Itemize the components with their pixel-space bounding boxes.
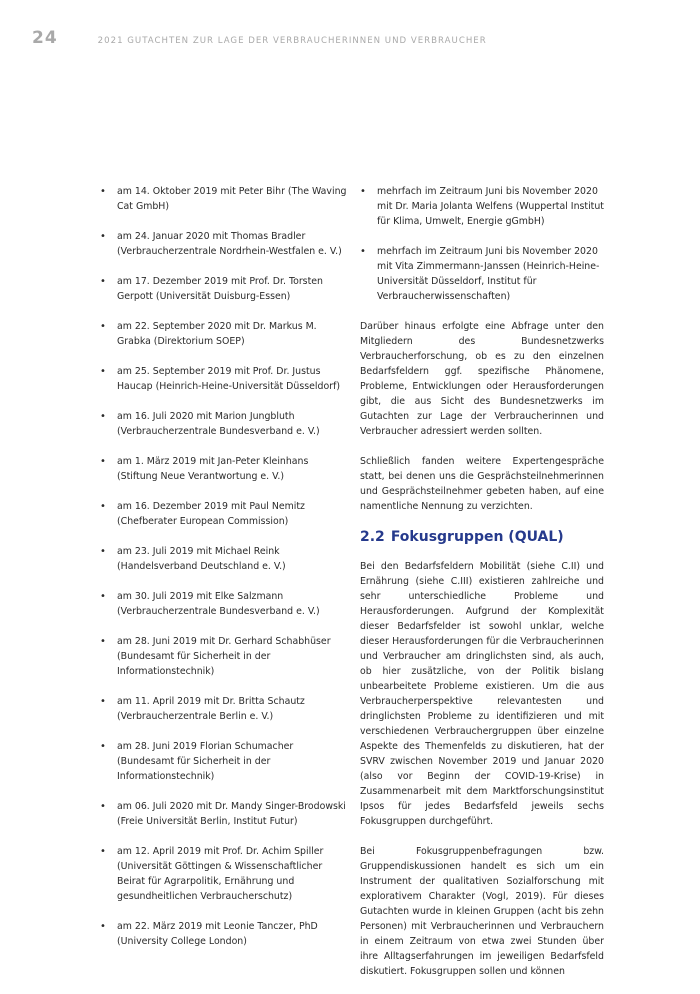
list-item: • am 30. Juli 2019 mit Elke Salzmann (Verbraucherzentrale Bundesverband e. V.) [100, 589, 348, 619]
list-item: • am 23. Juli 2019 mit Michael Reink (Handelsverband Deutschland e. V.) [100, 544, 348, 574]
list-item: • mehrfach im Zeitraum Juni bis November 2020 mit Dr. Maria Jolanta Welfens (Wuppertal Institut für Klima, Umwelt, Energie gGmbH) [360, 184, 604, 229]
right-column [360, 184, 604, 994]
list-item: • am 12. April 2019 mit Prof. Dr. Achim Spiller (Universität Göttingen & Wissenschaftlicher Beirat für Agrarpolitik, Ernährung und gesundheitlichen Verbraucherschutz) [100, 844, 348, 904]
section-heading [360, 529, 604, 545]
list-item: • am 17. Dezember 2019 mit Prof. Dr. Torsten Gerpott (Universität Duisburg-Essen) [100, 274, 348, 304]
body-paragraph: Bei Fokusgruppenbefragungen bzw. Gruppendiskussionen handelt es sich um ein Instrument der qualitativen Sozialforschung mit explorativem Charakter (Vogl, 2019). Für dieses Gutachten wurde in kleinen Gruppen (acht bis zehn Personen) mit Verbraucherinnen und Verbrauchern in einem Zeitraum von etwa zwei Stunden über ihre Alltagserfahrungen im jeweiligen Bedarfsfeld diskutiert. Fokusgruppen sollen und können [360, 846, 604, 977]
page-header [32, 28, 487, 48]
list-item: • am 11. April 2019 mit Dr. Britta Schautz (Verbraucherzentrale Berlin e. V.) [100, 694, 348, 724]
list-item: • am 22. März 2019 mit Leonie Tanczer, PhD (University College London) [100, 919, 348, 949]
section-number: 2.2 [360, 529, 385, 545]
page-number: 24 [32, 28, 58, 48]
list-item: • am 28. Juni 2019 mit Dr. Gerhard Schabhüser (Bundesamt für Sicherheit in der Informationstechnik) [100, 634, 348, 679]
list-item: • am 06. Juli 2020 mit Dr. Mandy Singer-Brodowski (Freie Universität Berlin, Institut Futur) [100, 799, 348, 829]
running-title: 2021 GUTACHTEN ZUR LAGE DER VERBRAUCHERINNEN UND VERBRAUCHER [97, 36, 487, 46]
expert-list-right [360, 184, 604, 304]
list-item: • am 14. Oktober 2019 mit Peter Bihr (The Waving Cat GmbH) [100, 184, 348, 214]
section-title: Fokusgruppen (QUAL) [390, 529, 564, 545]
list-item: • mehrfach im Zeitraum Juni bis November 2020 mit Vita Zimmermann-Janssen (Heinrich-Heine-Universität Düsseldorf, Institut für Verbraucherwissenschaften) [360, 244, 604, 304]
expert-list-left [100, 184, 348, 949]
list-item: • am 24. Januar 2020 mit Thomas Bradler (Verbraucherzentrale Nordrhein-Westfalen e. V.) [100, 229, 348, 259]
body-paragraph: Darüber hinaus erfolgte eine Abfrage unter den Mitgliedern des Bundesnetzwerks Verbraucherforschung, ob es zu den einzelnen Bedarfsfeldern ggf. spezifische Phänomene, Probleme, Entwicklungen oder Herausforderungen gibt, die aus Sicht des Bundesnetzwerks im Gutachten zur Lage der Verbraucherinnen und Verbraucher adressiert werden sollten. [360, 321, 604, 437]
list-item: • am 16. Juli 2020 mit Marion Jungbluth (Verbraucherzentrale Bundesverband e. V.) [100, 409, 348, 439]
body-paragraph: Bei den Bedarfsfeldern Mobilität (siehe C.II) und Ernährung (siehe C.III) existieren zahlreiche und sehr unterschiedliche Probleme und Herausforderungen. Aufgrund der Komplexität dieser Bedarfsfelder ist sowohl unklar, welche dieser Herausforderungen für die Verbraucherinnen und Verbraucher am dringlichsten sind, als auch, ob hier zusätzliche, von der Politik bislang unbearbeitete Probleme existieren. Um die aus Verbraucherperspektive relevantesten und dringlichsten Probleme zu identifizieren und mit verschiedenen Verbrauchergruppen über einzelne Aspekte des Themenfelds zu diskutieren, hat der SVRV zwischen November 2019 und Januar 2020 (also vor Beginn der COVID-19-Krise) in Zusammenarbeit mit dem Marktforschungsinstitut Ipsos für jedes Bedarfsfeld jeweils sechs Fokusgruppen durchgeführt. [360, 561, 604, 827]
list-item: • am 1. März 2019 mit Jan-Peter Kleinhans (Stiftung Neue Verantwortung e. V.) [100, 454, 348, 484]
list-item: • am 16. Dezember 2019 mit Paul Nemitz (Chefberater European Commission) [100, 499, 348, 529]
list-item: • am 28. Juni 2019 Florian Schumacher (Bundesamt für Sicherheit in der Informationstechnik) [100, 739, 348, 784]
left-column [100, 184, 348, 964]
body-paragraph: Schließlich fanden weitere Expertengespräche statt, bei denen uns die Gesprächsteilnehmerinnen und Gesprächsteilnehmer gebeten haben, auf eine namentliche Nennung zu verzichten. [360, 456, 604, 512]
list-item: • am 22. September 2020 mit Dr. Markus M. Grabka (Direktorium SOEP) [100, 319, 348, 349]
list-item: • am 25. September 2019 mit Prof. Dr. Justus Haucap (Heinrich-Heine-Universität Düsseldorf) [100, 364, 348, 394]
